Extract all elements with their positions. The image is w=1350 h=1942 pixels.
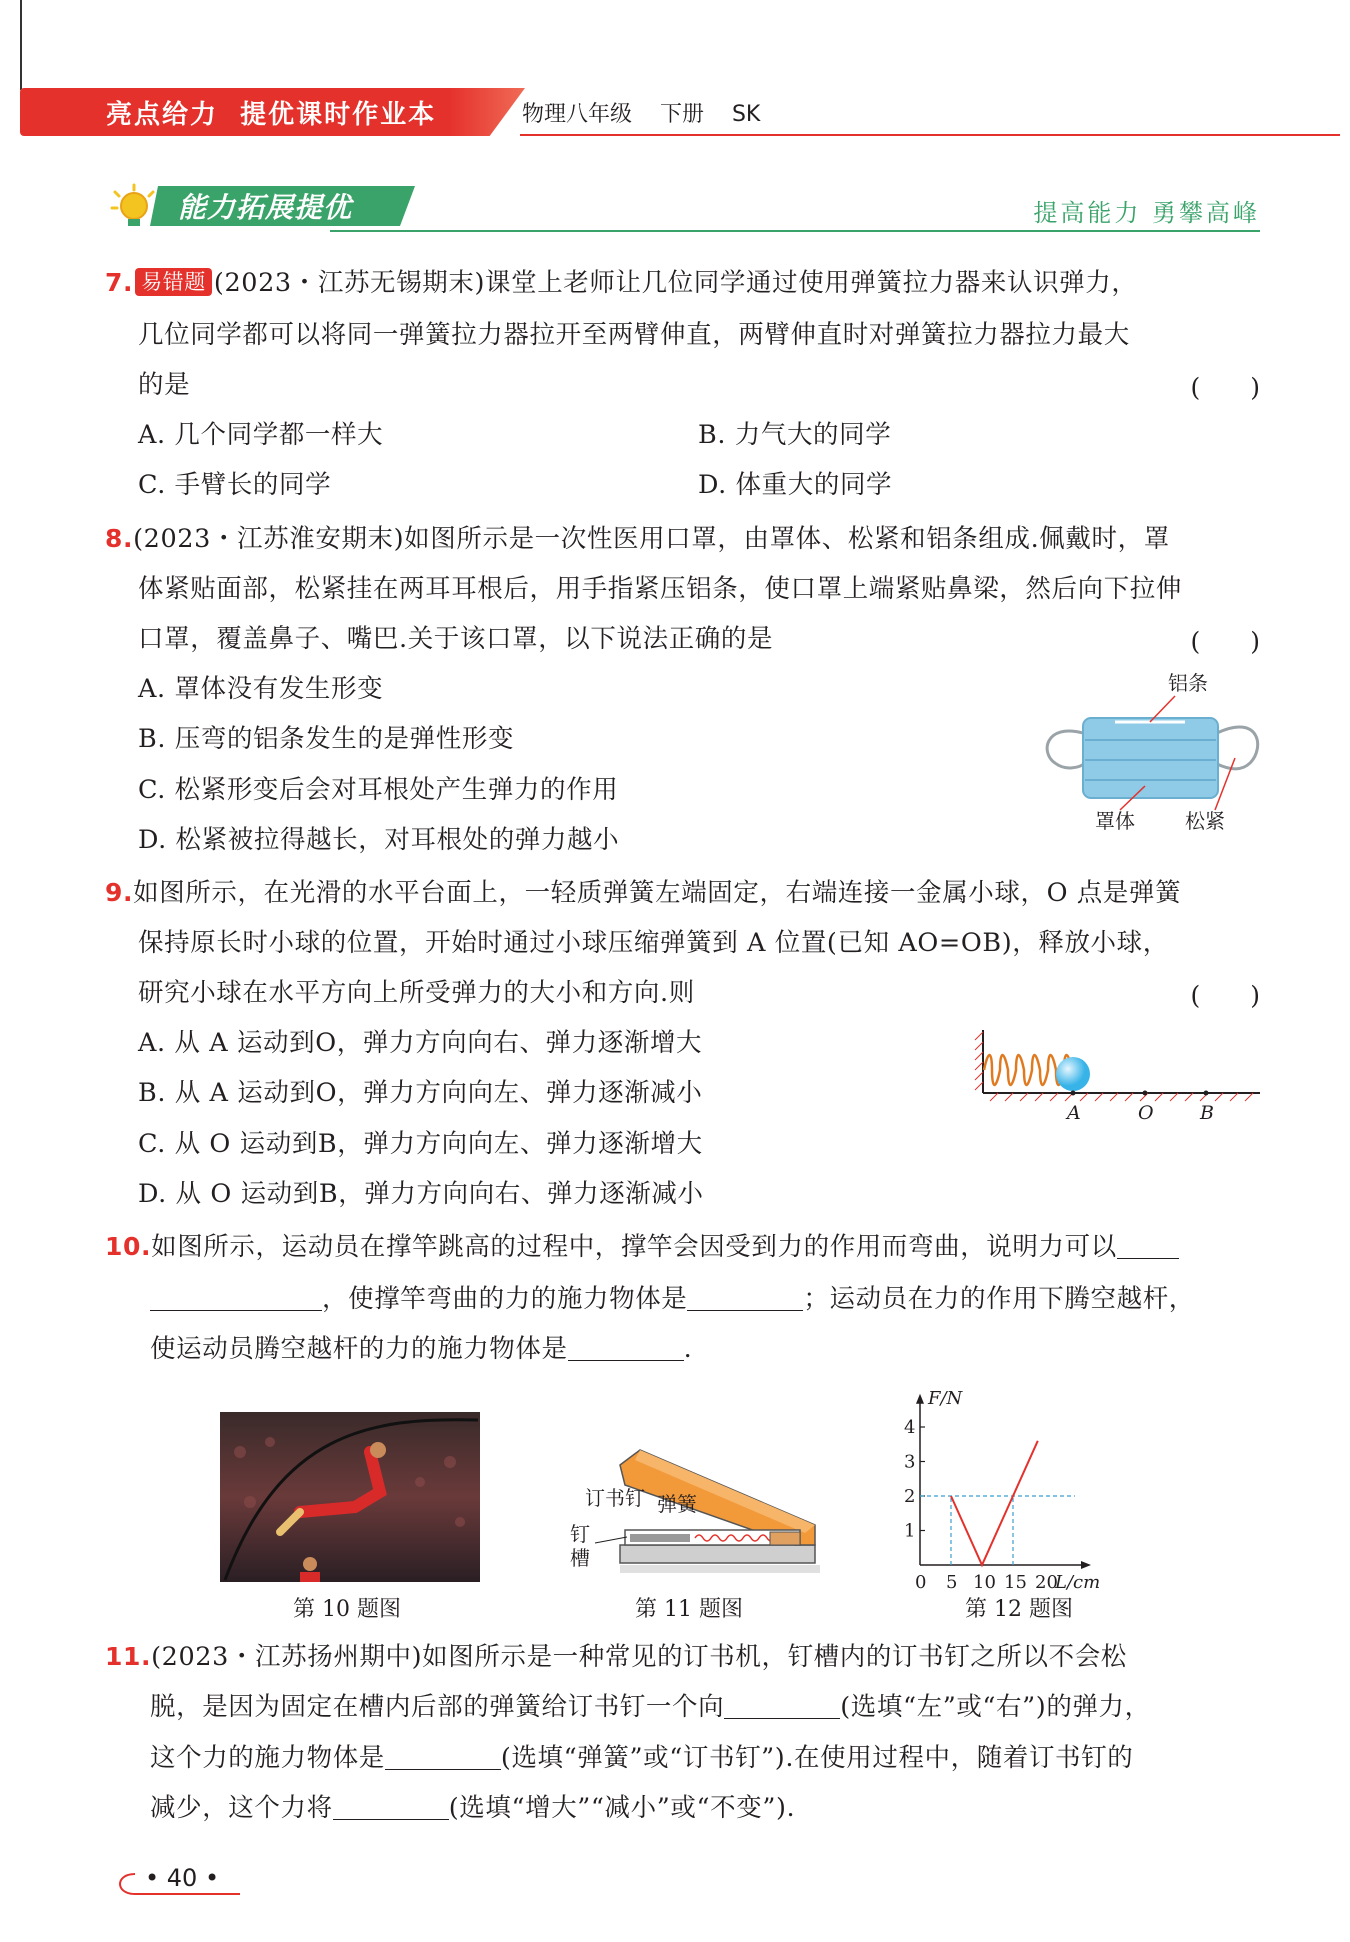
point-a bbox=[1071, 1091, 1076, 1096]
caption-fig10: 第 10 题图 bbox=[293, 1597, 401, 1622]
q8-option-a: A. 罩体没有发生形变 bbox=[138, 674, 384, 704]
y-tick-label: 2 bbox=[904, 1486, 916, 1507]
book-info: 物理八年级 下册 SK bbox=[522, 102, 761, 127]
q10-blank1-start[interactable] bbox=[1117, 1232, 1179, 1259]
header-rule bbox=[520, 134, 1340, 136]
y-tick-label: 4 bbox=[904, 1417, 916, 1438]
label-slot-2: 槽 bbox=[570, 1546, 590, 1570]
q11-text4b: (选填“增大”“减小”或“不变”). bbox=[448, 1793, 796, 1823]
q8-line2: 体紧贴面部，松紧挂在两耳耳根后，用手指紧压铝条，使口罩上端紧贴鼻梁，然后向下拉伸 bbox=[138, 574, 1183, 604]
q7-option-a: A. 几个同学都一样大 bbox=[138, 420, 384, 450]
metal-ball bbox=[1056, 1057, 1090, 1091]
y-axis-label: F/N bbox=[928, 1387, 963, 1409]
x-tick-label: 10 bbox=[973, 1572, 996, 1590]
q8-option-d: D. 松紧被拉得越长，对耳根处的弹力越小 bbox=[138, 825, 620, 855]
q9-line3: 研究小球在水平方向上所受弹力的大小和方向.则 bbox=[138, 978, 695, 1008]
label-spring: 弹簧 bbox=[657, 1492, 697, 1516]
label-aluminum-strip: 铝条 bbox=[1168, 671, 1208, 695]
x-tick-label: 5 bbox=[946, 1572, 958, 1590]
q7-option-d: D. 体重大的同学 bbox=[698, 470, 893, 500]
q10-blank1-end[interactable] bbox=[150, 1284, 322, 1311]
q11-text2b: (选填“左”或“右”)的弹力， bbox=[840, 1692, 1151, 1722]
q7-option-c: C. 手臂长的同学 bbox=[138, 470, 332, 500]
label-b: B bbox=[1200, 1102, 1214, 1124]
pole-vault-photo bbox=[220, 1412, 480, 1582]
caption-fig11: 第 11 题图 bbox=[635, 1597, 743, 1622]
mask-figure bbox=[1035, 668, 1265, 838]
x-axis-arrow bbox=[1081, 1561, 1091, 1569]
q9-number: 9. bbox=[105, 878, 134, 907]
q7-line3: 的是 bbox=[138, 370, 191, 400]
q8-line1 bbox=[105, 522, 1170, 556]
q10-blank2[interactable] bbox=[687, 1284, 803, 1311]
q11-line2 bbox=[150, 1690, 1151, 1724]
q10-text2b: ；运动员在力的作用下腾空越杆， bbox=[803, 1284, 1195, 1314]
q10-text3: 使运动员腾空越杆的力的施力物体是 bbox=[150, 1334, 568, 1364]
caption-fig12: 第 12 题图 bbox=[965, 1597, 1073, 1622]
x-tick-label: 15 bbox=[1004, 1572, 1027, 1590]
q11-text3b: (选填“弹簧”或“订书钉”).在使用过程中，随着订书钉的 bbox=[500, 1743, 1134, 1773]
x-tick-label: 20 bbox=[1035, 1572, 1058, 1590]
bulb-icon bbox=[121, 193, 147, 219]
q7-text1: (2023・江苏无锡期末)课堂上老师让几位同学通过使用弹簧拉力器来认识弹力， bbox=[213, 268, 1138, 298]
q11-blank1[interactable] bbox=[724, 1692, 840, 1719]
page-number: • 40 • bbox=[145, 1864, 220, 1892]
label-o: O bbox=[1138, 1102, 1154, 1124]
q10-text1: 如图所示，运动员在撑竿跳高的过程中，撑竿会因受到力的作用而弯曲，说明力可以 bbox=[151, 1232, 1117, 1262]
label-staple: 订书钉 bbox=[585, 1486, 645, 1510]
q9-line1 bbox=[105, 876, 1181, 910]
y-tick-label: 3 bbox=[904, 1451, 916, 1473]
q11-line3 bbox=[150, 1741, 1133, 1775]
section-title: 能力拓展提优 bbox=[178, 191, 353, 224]
x-tick-label: 0 bbox=[915, 1572, 927, 1590]
q10-number: 10. bbox=[105, 1232, 152, 1261]
label-slot-1: 钉 bbox=[570, 1522, 590, 1546]
q11-blank3[interactable] bbox=[333, 1793, 449, 1820]
label-a: A bbox=[1067, 1102, 1081, 1124]
spring-ball-figure bbox=[970, 1025, 1265, 1125]
q11-text3a: 这个力的施力物体是 bbox=[150, 1743, 385, 1773]
q7-line1 bbox=[105, 266, 1138, 300]
q10-period: . bbox=[683, 1334, 693, 1364]
q11-text1: (2023・江苏扬州期中)如图所示是一种常见的订书机，钉槽内的订书钉之所以不会松 bbox=[151, 1642, 1127, 1672]
q8-option-c: C. 松紧形变后会对耳根处产生弹力的作用 bbox=[138, 775, 619, 805]
x-axis-label: L/cm bbox=[1055, 1572, 1101, 1590]
q7-number: 7. bbox=[105, 268, 134, 297]
force-length-chart bbox=[890, 1385, 1170, 1590]
q10-line2 bbox=[150, 1282, 1195, 1316]
q8-answer-paren: ( ) bbox=[1190, 627, 1260, 656]
q8-number: 8. bbox=[105, 524, 134, 553]
section-slogan: 提高能力 勇攀高峰 bbox=[1033, 199, 1260, 227]
q7-answer-paren: ( ) bbox=[1190, 373, 1260, 402]
stapler-figure bbox=[565, 1405, 825, 1585]
error-prone-tag: 易错题 bbox=[135, 268, 212, 296]
q9-option-c: C. 从 O 运动到B，弹力方向向左、弹力逐渐增大 bbox=[138, 1129, 703, 1159]
q11-text2a: 脱，是因为固定在槽内后部的弹簧给订书钉一个向 bbox=[150, 1692, 725, 1722]
y-axis-arrow bbox=[916, 1394, 924, 1404]
q10-text2: ，使撑竿弯曲的力的施力物体是 bbox=[322, 1284, 688, 1314]
q8-option-b: B. 压弯的铝条发生的是弹性形变 bbox=[138, 724, 515, 754]
q11-number: 11. bbox=[105, 1642, 152, 1671]
q10-blank3[interactable] bbox=[568, 1334, 684, 1361]
q11-text4a: 减少，这个力将 bbox=[150, 1793, 333, 1823]
staples bbox=[630, 1534, 690, 1542]
q9-option-d: D. 从 O 运动到B，弹力方向向右、弹力逐渐减小 bbox=[138, 1179, 704, 1209]
q7-line2: 几位同学都可以将同一弹簧拉力器拉开至两臂伸直，两臂伸直时对弹簧拉力器拉力最大 bbox=[138, 320, 1130, 350]
force-length-series bbox=[951, 1441, 1038, 1565]
y-tick-label: 1 bbox=[904, 1520, 916, 1542]
q9-answer-paren: ( ) bbox=[1190, 981, 1260, 1010]
label-mask-body: 罩体 bbox=[1095, 809, 1135, 833]
q9-text1: 如图所示，在光滑的水平台面上，一轻质弹簧左端固定，右端连接一金属小球，O 点是弹簧 bbox=[133, 878, 1182, 908]
q8-line3: 口罩，覆盖鼻子、嘴巴.关于该口罩，以下说法正确的是 bbox=[138, 624, 774, 654]
q11-blank2[interactable] bbox=[385, 1743, 501, 1770]
q9-option-a: A. 从 A 运动到O，弹力方向向右、弹力逐渐增大 bbox=[138, 1028, 703, 1058]
section-rule bbox=[330, 230, 1260, 232]
q10-line1 bbox=[105, 1230, 1179, 1264]
label-elastic: 松紧 bbox=[1185, 809, 1225, 833]
q11-line4 bbox=[150, 1791, 795, 1825]
q8-text1: (2023・江苏淮安期末)如图所示是一次性医用口罩，由罩体、松紧和铝条组成.佩戴时，罩 bbox=[133, 524, 1170, 554]
point-b bbox=[1204, 1091, 1209, 1096]
q11-line1 bbox=[105, 1640, 1127, 1674]
q10-line3 bbox=[150, 1332, 692, 1366]
q9-line2: 保持原长时小球的位置，开始时通过小球压缩弹簧到 A 位置(已知 AO=OB)，释放小球， bbox=[138, 928, 1169, 958]
q9-option-b: B. 从 A 运动到O，弹力方向向左、弹力逐渐减小 bbox=[138, 1078, 703, 1108]
page-edge-line bbox=[20, 0, 22, 90]
point-o bbox=[1143, 1091, 1148, 1096]
brand-title: 亮点给力 提优课时作业本 bbox=[106, 100, 437, 130]
q7-option-b: B. 力气大的同学 bbox=[698, 420, 892, 450]
